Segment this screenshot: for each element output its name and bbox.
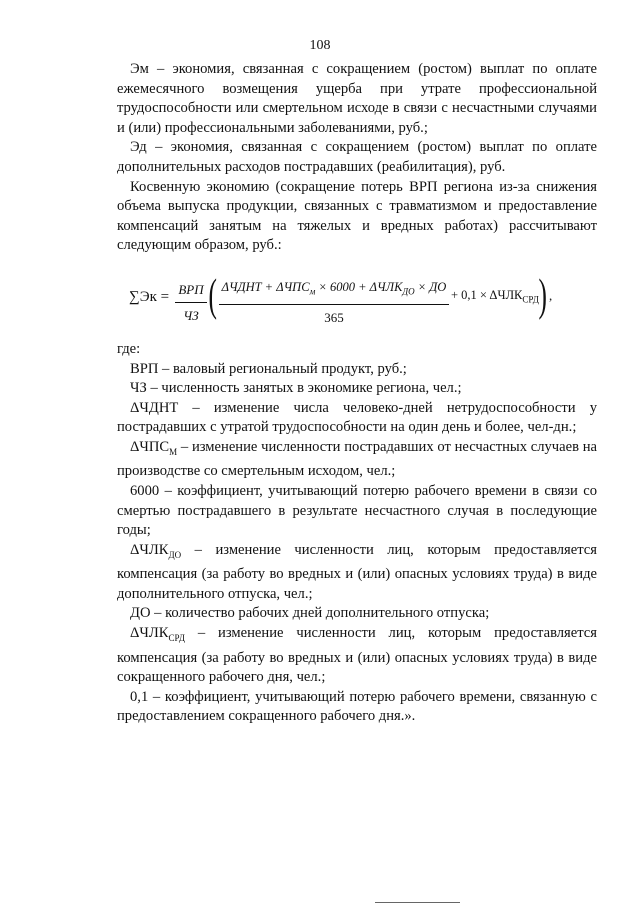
definition-chlk-do: $\Delta ЧЛК_{ДО}$ – изменение численности лиц, которым предоставляется компенсация (за работу во вредных и (или) опасных условиях труда) в виде дополнительного отпуска, чел.; — [117, 541, 597, 602]
fraction-main-denominator: 365 — [324, 310, 344, 326]
definition-6000: 6000 – коэффициент, учитывающий потерю рабочего времени в связи со смертью пострадавшего в результате несчастного случая в последующие годы; — [117, 483, 597, 539]
formula-lhs: ∑Эк = — [129, 288, 170, 305]
where-label: где: — [117, 340, 141, 357]
paragraph-ed: Эд – экономия, связанная с сокращением (ростом) выплат по оплате дополнительных расходов пострадавших (реабилитация), руб. — [117, 139, 597, 175]
scan-edge-line — [375, 902, 460, 903]
document-body — [117, 60, 597, 727]
definition-vrp: ВРП – валовый региональный продукт, руб.; — [130, 360, 407, 377]
formula-tail: + $0,1 \times \Delta ЧЛК_{СРД}$ — [451, 287, 539, 305]
formula-comma: , — [549, 287, 553, 303]
definition-01: 0,1 – коэффициент, учитывающий потерю рабочего времени, связанную с предоставлением сокращенного рабочего дня.». — [117, 688, 597, 725]
definition-chps: $\Delta ЧПС_М$ – изменение численности пострадавших от несчастных случаев на производстве со смертельным исходом, чел.; — [117, 438, 597, 480]
definition-do: ДО – количество рабочих дней дополнительного отпуска; — [130, 605, 490, 622]
open-paren: ( — [208, 268, 217, 320]
page-number: 108 — [309, 38, 331, 53]
fraction-main-numerator: ΔЧДНТ + $\Delta ЧПС_м \times 6000 + \Delta ЧЛК_{ДО}$ × ДО — [219, 278, 449, 305]
definition-chlk-srd: $\Delta ЧЛК_{СРД}$ – изменение численности лиц, которым предоставляется компенсация (за работу во вредных и (или) опасных условиях труда) в виде сокращенного рабочего дня, чел.; — [117, 625, 597, 686]
fraction-vrp-denominator: ЧЗ — [183, 307, 199, 323]
definition-chdnt: ΔЧДНТ – изменение числа человеко-дней нетрудоспособности у пострадавших с утратой трудоспособности на один день и более, чел-дн.; — [117, 399, 597, 436]
fraction-vrp-numerator: ВРП — [175, 280, 207, 303]
paragraph-indirect: Косвенную экономию (сокращение потерь ВРП региона из-за снижения объема выпуска продукции, связанных с травматизмом и предоставление компенсаций занятым на тяжелых и вредных работах) рассчитывают следующим образом, руб.: — [117, 178, 597, 254]
fraction-main — [219, 278, 449, 328]
formula — [117, 270, 597, 328]
close-paren: ) — [538, 268, 547, 320]
paragraph-em: Эм – экономия, связанная с сокращением (ростом) выплат по оплате ежемесячного возмещения ущерба при утрате профессиональной трудоспособности или смертельном исходе в связи с несчастными случаями и (или) профессиональными заболеваниями, руб.; — [117, 61, 597, 136]
definition-chz: ЧЗ – численность занятых в экономике региона, чел.; — [130, 380, 462, 397]
fraction-vrp — [175, 280, 207, 325]
